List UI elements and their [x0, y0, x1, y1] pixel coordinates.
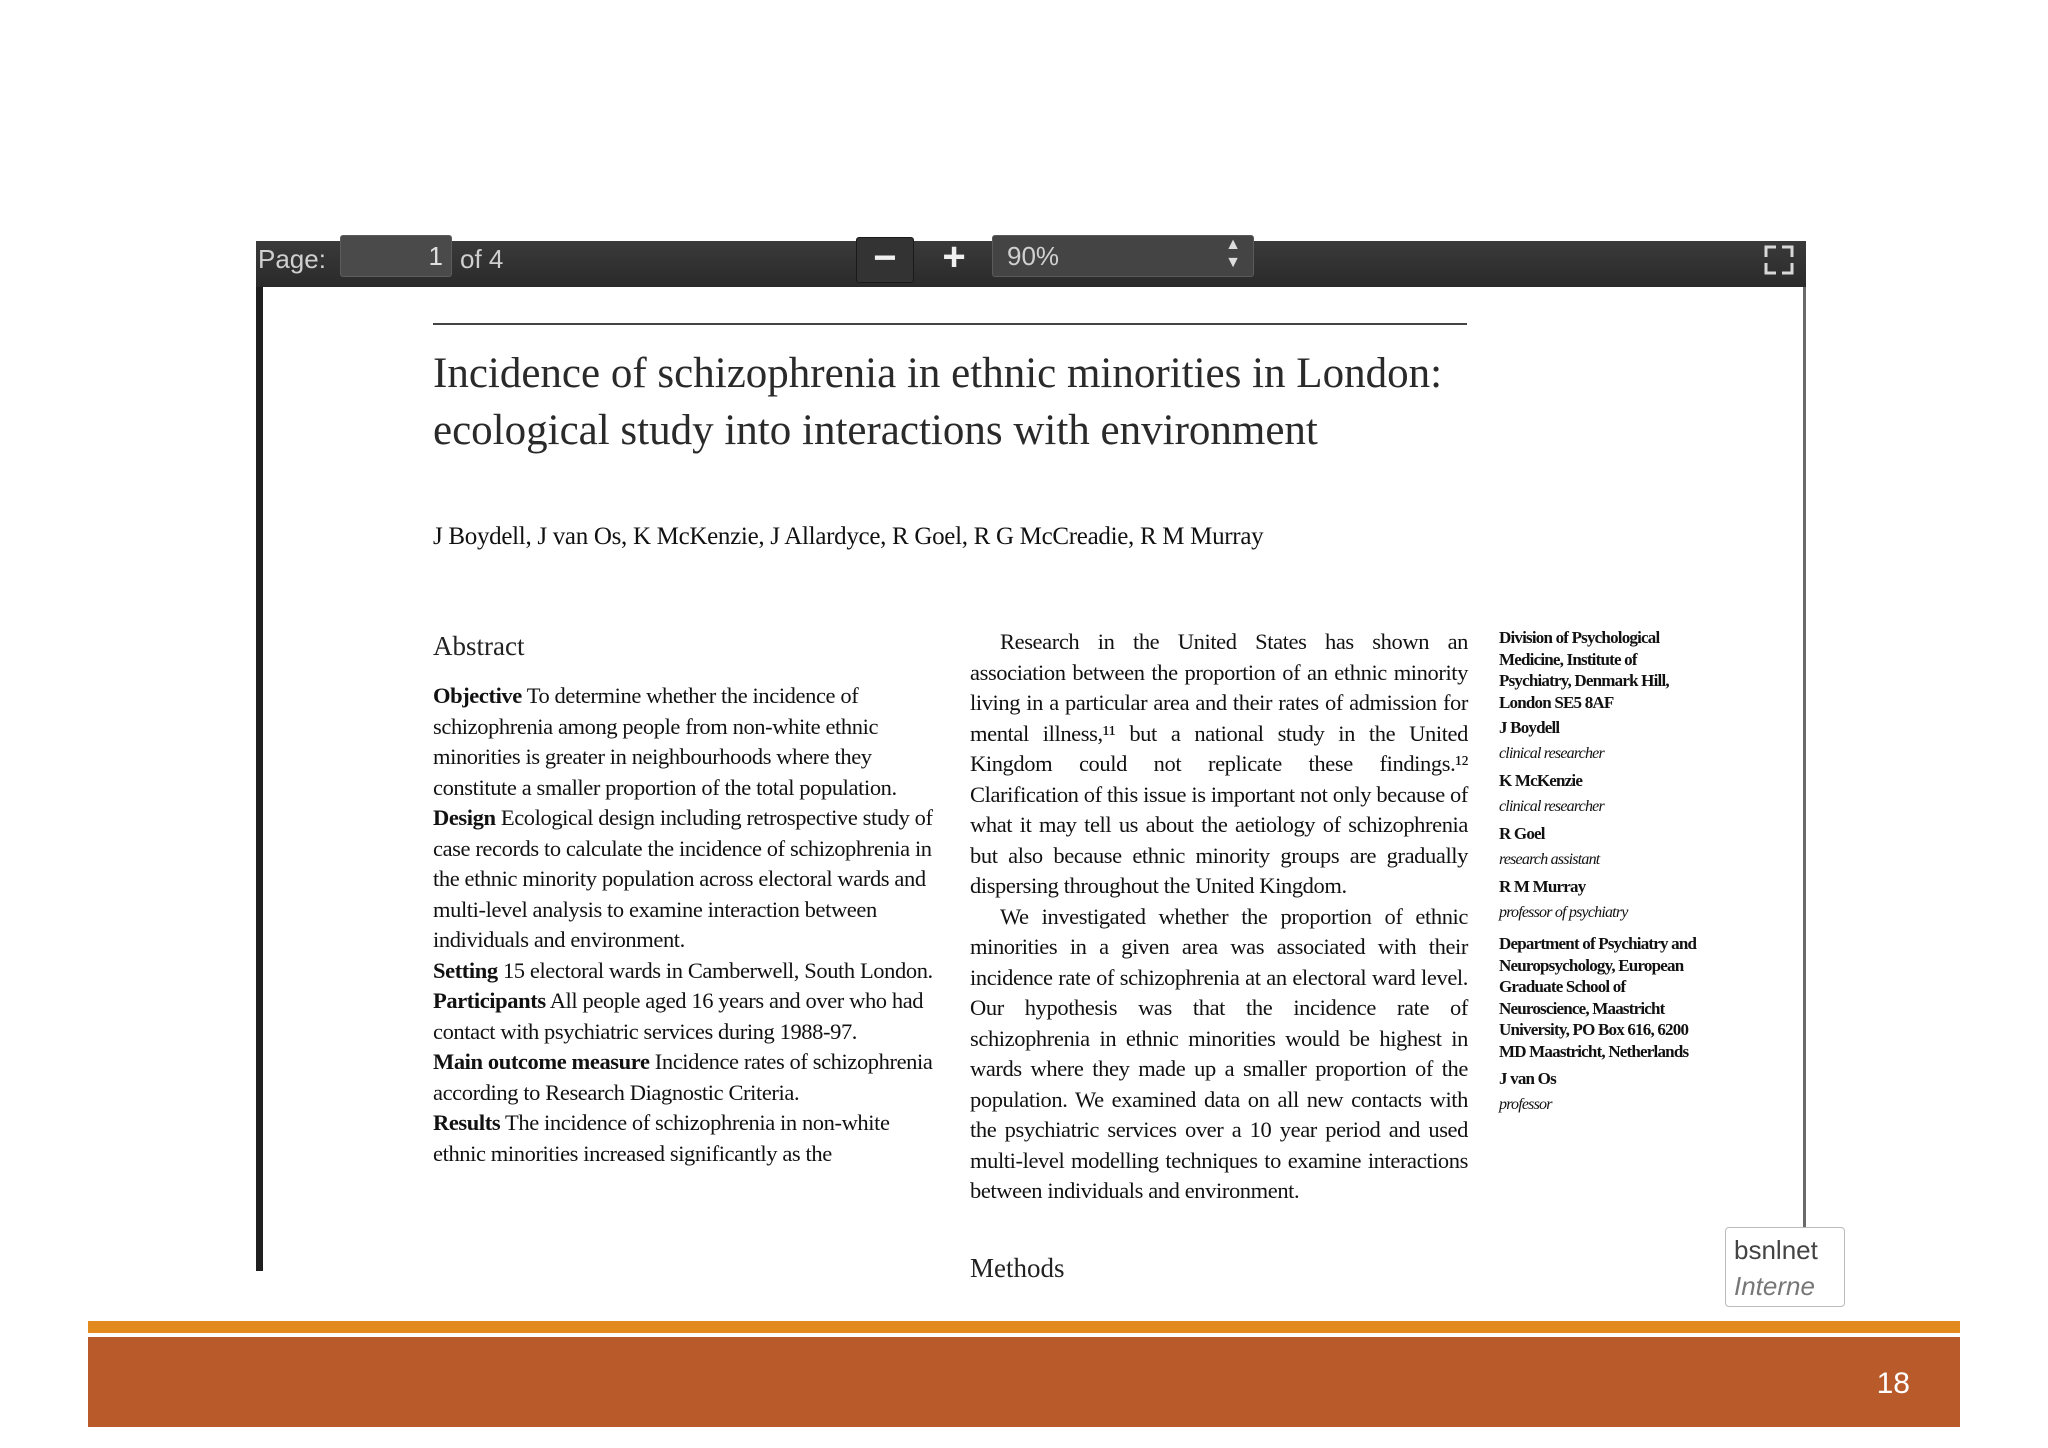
zoom-in-button[interactable]: +: [942, 235, 966, 279]
header-rule: [433, 323, 1467, 325]
intro-paragraph: Research in the United States has shown an association between the proportion of an ethnic minority living in a particular area and their rates of admission for mental illness,¹¹ but a national study in the United Kingdom could not replicate these findings.¹² Clarification of this issue is important not only because of what it may tell us about the aetiology of schizophrenia but also because ethnic minority groups are gradually dispersing throughout the United Kingdom.: [970, 629, 1468, 898]
article-title: Incidence of schizophrenia in ethnic minorities in London: ecological study into interactions with environment: [433, 350, 1443, 454]
introduction-column: [970, 627, 1468, 1207]
select-arrows-icon: ▲ ▼: [1225, 236, 1241, 271]
author-1-role: clinical researcher: [1499, 744, 1604, 762]
page-number-input[interactable]: [340, 235, 452, 277]
author-5-name: J van Os: [1499, 1069, 1556, 1088]
document-page: [256, 287, 1818, 1301]
abstract-participants: Participants All people aged 16 years and over who had contact with psychiatric services during 1988-97.: [433, 988, 924, 1044]
slide-footer: [88, 1337, 1960, 1427]
footer-stripe: [88, 1321, 1960, 1333]
author-3-name: R Goel: [1499, 824, 1545, 843]
intro-paragraph: We investigated whether the proportion of ethnic minorities in a given area was associated with their incidence rate of schizophrenia at an electoral ward level. Our hypothesis was that the incidence rate of schizophrenia in ethnic minorities would be highest in wards where they made up a smaller proportion of the population. We examined data on all new contacts with the psychiatric services over a 10 year period and used multi-level modelling techniques to examine interactions between individuals and environment.: [970, 903, 1468, 1203]
zoom-value: 90%: [1007, 241, 1060, 271]
abstract-body: [433, 681, 933, 1169]
slide-number: 18: [1876, 1367, 1910, 1400]
abstract-design: Design Ecological design including retrospective study of case records to calculate the incidence of schizophrenia in the ethnic minority population across electoral wards and multi-level analysis to examine interaction between individuals and environment.: [433, 805, 933, 952]
author-4-name: R M Murray: [1499, 877, 1586, 896]
tooltip-line-1: bsnlnet: [1734, 1235, 1818, 1265]
abstract-heading: Abstract: [433, 631, 525, 661]
tooltip-line-2: Interne: [1734, 1271, 1815, 1301]
pdf-viewer-screenshot: [256, 235, 1818, 1301]
author-5-role: professor: [1499, 1095, 1552, 1113]
author-affiliations: [1499, 627, 1699, 1115]
pdf-toolbar: [256, 235, 1806, 287]
author-3-role: research assistant: [1499, 850, 1600, 868]
author-2-name: K McKenzie: [1499, 771, 1583, 790]
institution-1: Division of Psychological Medicine, Institute of Psychiatry, Denmark Hill, London SE5 8AF: [1499, 628, 1669, 712]
author-1-name: J Boydell: [1499, 718, 1560, 737]
page-total: of 4: [460, 244, 504, 274]
fullscreen-icon[interactable]: [1764, 245, 1794, 275]
abstract-objective: Objective To determine whether the incidence of schizophrenia among people from non-white ethnic minorities is greater in neighbourhoods where they constitute a smaller proportion of the total population.: [433, 683, 897, 800]
abstract-setting: Setting 15 electoral wards in Camberwell, South London.: [433, 957, 933, 983]
article-authors: J Boydell, J van Os, K McKenzie, J Allardyce, R Goel, R G McCreadie, R M Murray: [433, 523, 1264, 550]
author-2-role: clinical researcher: [1499, 797, 1604, 815]
methods-heading: Methods: [970, 1253, 1065, 1283]
zoom-select[interactable]: [992, 235, 1254, 277]
author-4-role: professor of psychiatry: [1499, 903, 1628, 921]
page-label: Page:: [258, 244, 326, 274]
zoom-out-button[interactable]: −: [856, 237, 914, 283]
hover-tooltip: [1725, 1227, 1845, 1307]
abstract-outcome: Main outcome measure Incidence rates of schizophrenia according to Research Diagnostic Criteria.: [433, 1049, 933, 1105]
institution-2: Department of Psychiatry and Neuropsychology, European Graduate School of Neuroscience, Maastricht University, PO Box 616, 6200 MD Maastricht, Netherlands: [1499, 934, 1697, 1061]
abstract-results: Results The incidence of schizophrenia in non-white ethnic minorities increased significantly as the: [433, 1110, 890, 1166]
